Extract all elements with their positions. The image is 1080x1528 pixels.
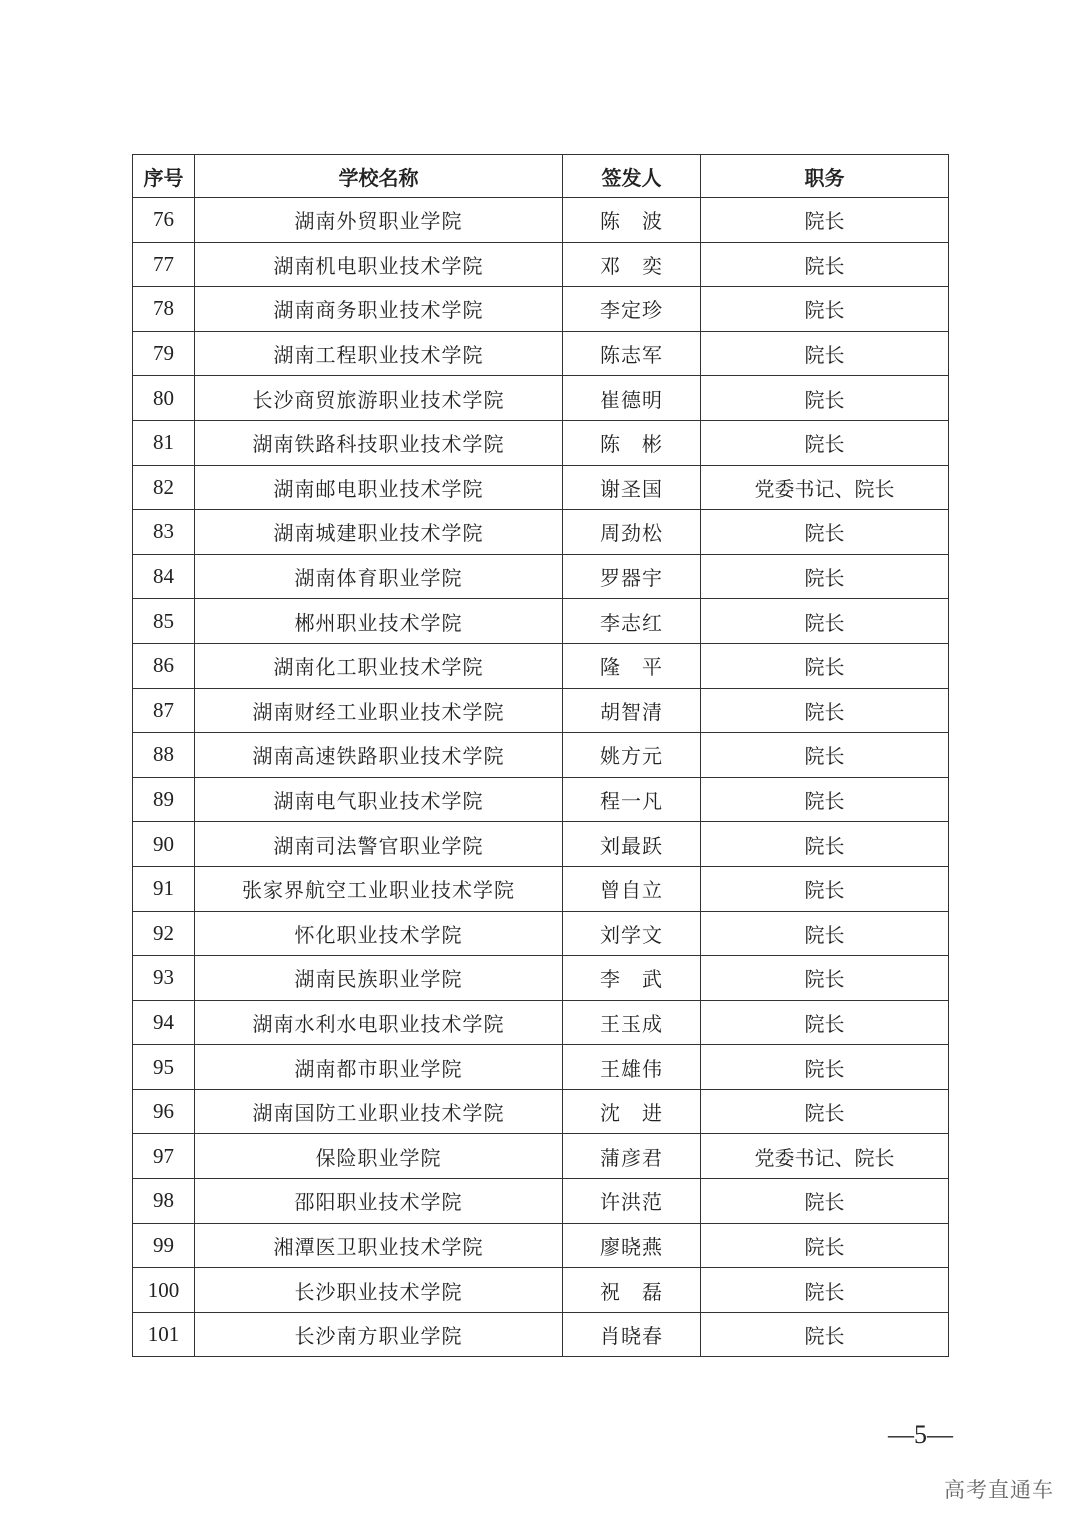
table-row [133,1045,949,1090]
school-name: 郴州职业技术学院 [195,599,563,644]
table-row [133,287,949,332]
signer-name: 程一凡 [563,777,701,822]
signer-name: 李定珍 [563,287,701,332]
row-number: 95 [133,1045,195,1090]
school-name: 保险职业学院 [195,1134,563,1179]
table-row [133,956,949,1001]
school-name: 湖南邮电职业技术学院 [195,465,563,510]
position-title: 院长 [701,911,949,956]
school-name: 湖南水利水电职业技术学院 [195,1000,563,1045]
signer-name: 王玉成 [563,1000,701,1045]
position-title: 院长 [701,510,949,555]
row-number: 78 [133,287,195,332]
position-title: 院长 [701,733,949,778]
row-number: 88 [133,733,195,778]
signer-name: 陈 波 [563,198,701,243]
header-title: 职务 [701,155,949,198]
row-number: 96 [133,1089,195,1134]
school-name: 湖南高速铁路职业技术学院 [195,733,563,778]
signer-name: 沈 进 [563,1089,701,1134]
table-row [133,1268,949,1313]
signer-name: 廖晓燕 [563,1223,701,1268]
table-row [133,1179,949,1224]
row-number: 94 [133,1000,195,1045]
signer-name: 周劲松 [563,510,701,555]
row-number: 80 [133,376,195,421]
table-row [133,198,949,243]
row-number: 84 [133,554,195,599]
row-number: 99 [133,1223,195,1268]
row-number: 82 [133,465,195,510]
row-number: 98 [133,1179,195,1224]
row-number: 97 [133,1134,195,1179]
row-number: 77 [133,242,195,287]
signer-name: 刘最跃 [563,822,701,867]
row-number: 87 [133,688,195,733]
school-name: 长沙南方职业学院 [195,1312,563,1357]
school-name: 湘潭医卫职业技术学院 [195,1223,563,1268]
row-number: 86 [133,643,195,688]
school-name: 湖南国防工业职业技术学院 [195,1089,563,1134]
school-name: 张家界航空工业职业技术学院 [195,866,563,911]
signer-name: 李志红 [563,599,701,644]
table-row [133,1089,949,1134]
position-title: 院长 [701,956,949,1001]
position-title: 党委书记、院长 [701,465,949,510]
table-row [133,331,949,376]
row-number: 76 [133,198,195,243]
school-name: 长沙职业技术学院 [195,1268,563,1313]
position-title: 院长 [701,777,949,822]
school-name: 怀化职业技术学院 [195,911,563,956]
position-title: 院长 [701,376,949,421]
row-number: 79 [133,331,195,376]
table-row [133,777,949,822]
school-name: 湖南化工职业技术学院 [195,643,563,688]
position-title: 院长 [701,599,949,644]
row-number: 83 [133,510,195,555]
table-body [133,198,949,1357]
position-title: 院长 [701,331,949,376]
table-row [133,420,949,465]
row-number: 89 [133,777,195,822]
header-signer: 签发人 [563,155,701,198]
signer-name: 姚方元 [563,733,701,778]
table-row [133,510,949,555]
position-title: 院长 [701,1268,949,1313]
position-title: 院长 [701,1179,949,1224]
table-row [133,688,949,733]
school-name: 长沙商贸旅游职业技术学院 [195,376,563,421]
row-number: 85 [133,599,195,644]
position-title: 院长 [701,643,949,688]
row-number: 91 [133,866,195,911]
table-row [133,866,949,911]
position-title: 院长 [701,688,949,733]
signer-name: 曾自立 [563,866,701,911]
row-number: 101 [133,1312,195,1357]
table-row [133,465,949,510]
school-name: 湖南财经工业职业技术学院 [195,688,563,733]
row-number: 100 [133,1268,195,1313]
page-number: —5— [888,1420,953,1449]
school-name: 湖南司法警官职业学院 [195,822,563,867]
position-title: 院长 [701,287,949,332]
table-row [133,1312,949,1357]
signer-name: 陈 彬 [563,420,701,465]
position-title: 院长 [701,420,949,465]
header-no: 序号 [133,155,195,198]
position-title: 院长 [701,1089,949,1134]
position-title: 院长 [701,1312,949,1357]
signer-name: 陈志军 [563,331,701,376]
row-number: 90 [133,822,195,867]
signer-name: 刘学文 [563,911,701,956]
school-name: 湖南电气职业技术学院 [195,777,563,822]
row-number: 92 [133,911,195,956]
position-title: 院长 [701,822,949,867]
signer-name: 崔德明 [563,376,701,421]
table-row [133,911,949,956]
table-row [133,822,949,867]
signer-name: 许洪范 [563,1179,701,1224]
position-title: 院长 [701,1223,949,1268]
school-name: 湖南体育职业学院 [195,554,563,599]
school-name: 湖南铁路科技职业技术学院 [195,420,563,465]
school-name: 湖南商务职业技术学院 [195,287,563,332]
school-name: 湖南机电职业技术学院 [195,242,563,287]
table-row [133,733,949,778]
header-school: 学校名称 [195,155,563,198]
school-name: 湖南都市职业学院 [195,1045,563,1090]
position-title: 院长 [701,1000,949,1045]
signer-name: 肖晓春 [563,1312,701,1357]
position-title: 院长 [701,242,949,287]
signer-name: 谢圣国 [563,465,701,510]
table-row [133,1223,949,1268]
table-header-row [133,155,949,198]
school-name: 湖南外贸职业学院 [195,198,563,243]
position-title: 院长 [701,866,949,911]
signatory-table [132,154,949,1357]
row-number: 81 [133,420,195,465]
position-title: 院长 [701,1045,949,1090]
watermark: 高考直通车 [944,1478,1054,1502]
signer-name: 隆 平 [563,643,701,688]
table-row [133,1000,949,1045]
signer-name: 罗器宇 [563,554,701,599]
school-name: 湖南工程职业技术学院 [195,331,563,376]
row-number: 93 [133,956,195,1001]
position-title: 院长 [701,198,949,243]
signer-name: 李 武 [563,956,701,1001]
school-name: 湖南民族职业学院 [195,956,563,1001]
table-row [133,554,949,599]
table-row [133,1134,949,1179]
position-title: 院长 [701,554,949,599]
signer-name: 蒲彦君 [563,1134,701,1179]
school-name: 邵阳职业技术学院 [195,1179,563,1224]
signer-name: 祝 磊 [563,1268,701,1313]
signer-name: 邓 奕 [563,242,701,287]
position-title: 党委书记、院长 [701,1134,949,1179]
table-row [133,643,949,688]
table-row [133,242,949,287]
signatory-table-container [132,154,948,1357]
table-row [133,599,949,644]
signer-name: 王雄伟 [563,1045,701,1090]
table-row [133,376,949,421]
school-name: 湖南城建职业技术学院 [195,510,563,555]
signer-name: 胡智清 [563,688,701,733]
